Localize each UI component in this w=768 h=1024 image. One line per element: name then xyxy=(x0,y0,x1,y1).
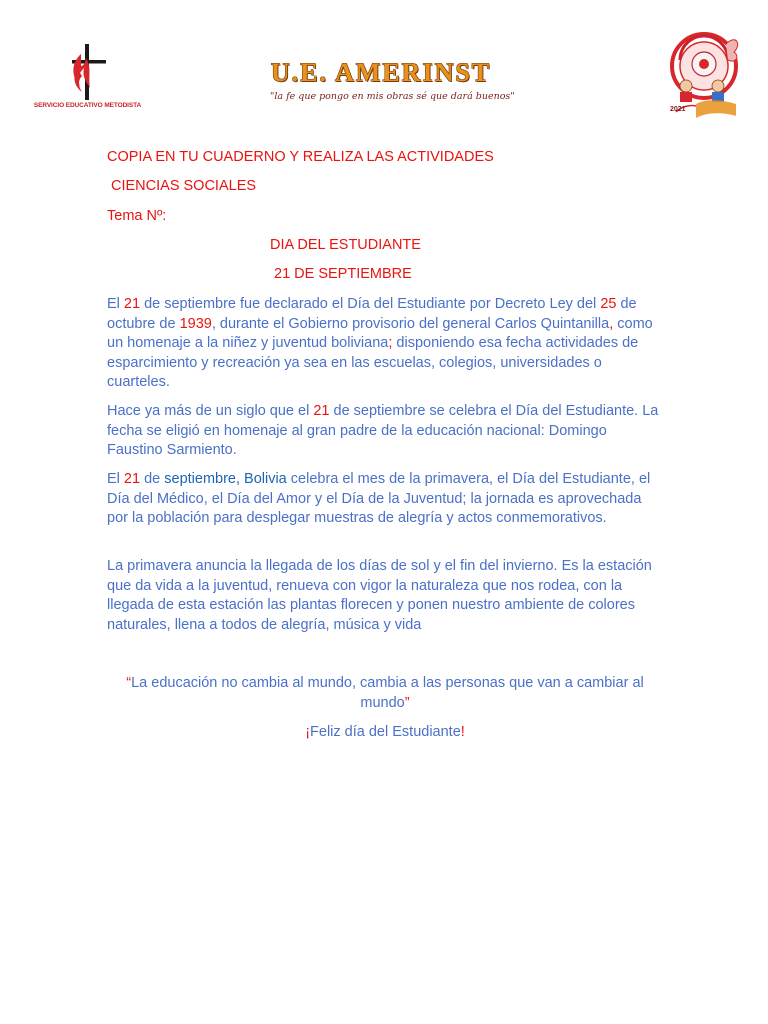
paragraph-2: Hace ya más de un siglo que el 21 de septiembre se celebra el Día del Estudiante. La fecha se eligió en homenaje al gran padre de la educación nacional: Domingo Faustino Sarmiento. xyxy=(107,403,659,458)
document-title: DIA DEL ESTUDIANTE xyxy=(270,237,421,253)
school-emblem xyxy=(666,30,744,122)
paragraph-3: El 21 de septiembre, Bolivia celebra el mes de la primavera, el Día del Estudiante, el Día del Médico, el Día del Amor y el Día de la Juventud; la jornada es aprovechada por la población para desplegar muestras de alegría y actos conmemorativos. xyxy=(107,471,651,526)
quote: “La educación no cambia al mundo, cambia a las personas que van a cambiar al mundo” xyxy=(126,675,644,711)
date-title: 21 DE SEPTIEMBRE xyxy=(274,266,412,282)
paragraph-4: La primavera anuncia la llegada de los días de sol y el fin del invierno. Es la estación que da vida a la juventud, renueva con vigor la naturaleza que nos rodea, con la llegada de esta estación las plantas florecen y ponen nuestro ambiente de colores naturales, llena a todos de alegría, música y vida xyxy=(107,558,652,633)
document-header xyxy=(0,0,768,140)
subject-heading: CIENCIAS SOCIALES xyxy=(111,178,257,194)
methodist-logo xyxy=(30,42,145,114)
school-name: U.E. AMERINST xyxy=(270,58,492,87)
methodist-caption: SERVICIO EDUCATIVO METODISTA xyxy=(33,102,142,109)
topic-label: Tema Nº: xyxy=(107,208,167,224)
emblem-year: 2021 xyxy=(670,106,686,113)
cross-flame-icon xyxy=(66,42,108,102)
instruction-heading: COPIA EN TU CUADERNO Y REALIZA LAS ACTIVIDADES xyxy=(107,149,494,165)
closing-greeting: ¡Feliz día del Estudiante! xyxy=(305,724,465,740)
paragraph-1: El 21 de septiembre fue declarado el Día del Estudiante por Decreto Ley del 25 de octubre de 1939, durante el Gobierno provisorio del general Carlos Quintanilla, como un homenaje a la niñez y juventud boliviana; disponiendo esa fecha actividades de esparcimiento y recreación ya sea en las escuelas, colegios, universidades o cuarteles. xyxy=(107,296,653,390)
school-slogan: "la fe que pongo en mis obras sé que dará buenos" xyxy=(270,91,515,102)
school-logo xyxy=(270,58,515,110)
